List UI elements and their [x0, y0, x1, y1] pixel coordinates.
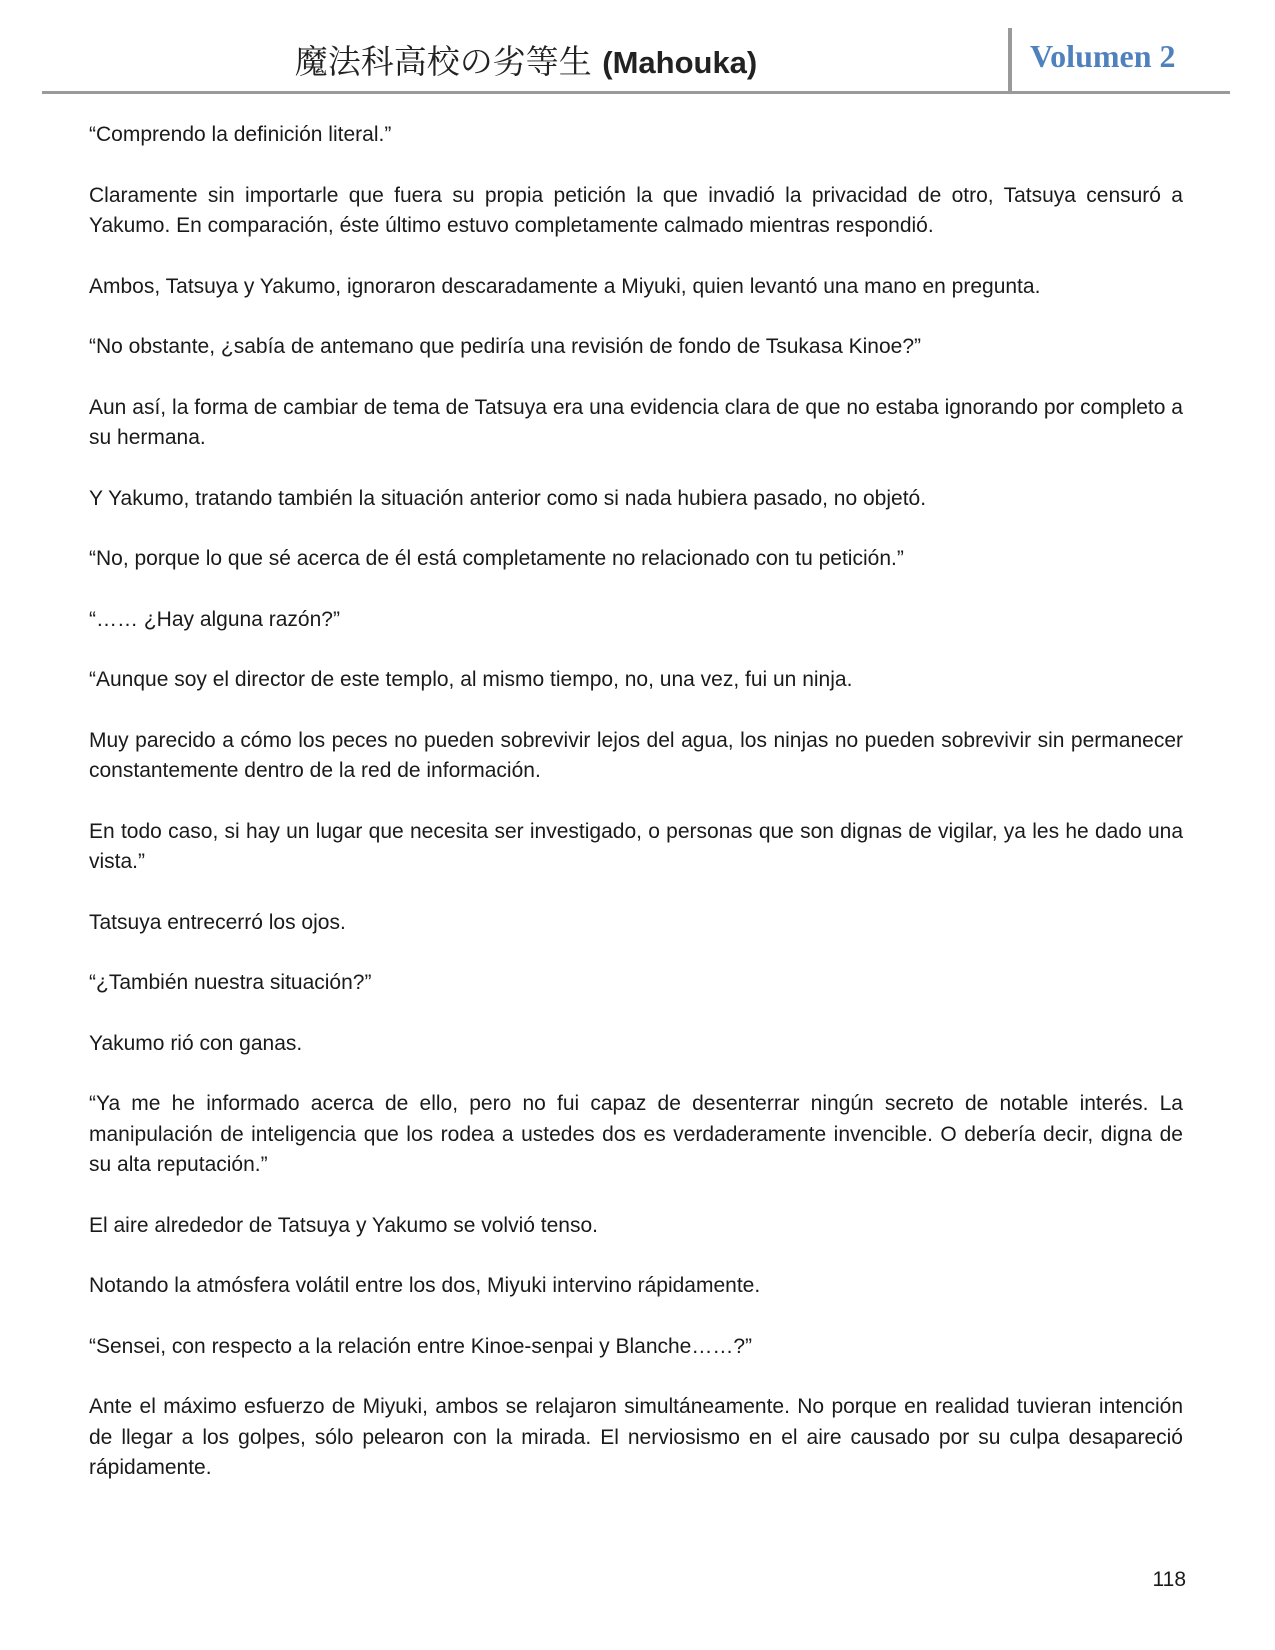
- paragraph: Ambos, Tatsuya y Yakumo, ignoraron descaradamente a Miyuki, quien levantó una mano en pregunta.: [89, 274, 1041, 298]
- paragraph: “Comprendo la definición literal.”: [89, 123, 392, 146]
- paragraph: “Aunque soy el director de este templo, al mismo tiempo, no, una vez, fui un ninja.: [89, 668, 853, 691]
- paragraph: “No obstante, ¿sabía de antemano que pediría una revisión de fondo de Tsukasa Kinoe?”: [89, 335, 922, 358]
- paragraph: “¿También nuestra situación?”: [89, 971, 372, 994]
- paragraph: Yakumo rió con ganas.: [89, 1031, 303, 1055]
- paragraph: Aun así, la forma de cambiar de tema de Tatsuya era una evidencia clara de que no estaba ignorando por completo a su hermana.: [89, 395, 1183, 449]
- paragraph: Notando la atmósfera volátil entre los dos, Miyuki intervino rápidamente.: [89, 1274, 761, 1297]
- paragraph: Ante el máximo esfuerzo de Miyuki, ambos se relajaron simultáneamente. No porque en realidad tuvieran intención de llegar a los golpes, sólo pelearon con la mirada. El nerviosismo en el aire causado por su culpa desapareció rápidamente.: [89, 1395, 1183, 1479]
- paragraph: Y Yakumo, tratando también la situación anterior como si nada hubiera pasado, no objetó.: [89, 486, 927, 510]
- paragraph: “…… ¿Hay alguna razón?”: [89, 607, 340, 631]
- paragraph: Tatsuya entrecerró los ojos.: [89, 910, 346, 934]
- paragraph: El aire alrededor de Tatsuya y Yakumo se volvió tenso.: [89, 1213, 598, 1237]
- paragraph: En todo caso, si hay un lugar que necesita ser investigado, o personas que son dignas de vigilar, ya les he dado una vista.”: [89, 819, 1183, 873]
- paragraph: “Sensei, con respecto a la relación entre Kinoe-senpai y Blanche……?”: [89, 1334, 753, 1358]
- header-divider: [1008, 28, 1012, 91]
- page-header: [42, 28, 1230, 94]
- book-title-japanese: 魔法科高校の劣等生: [294, 42, 592, 81]
- paragraph: “No, porque lo que sé acerca de él está completamente no relacionado con tu petición.”: [89, 547, 904, 570]
- paragraph: Claramente sin importarle que fuera su propia petición la que invadió la privacidad de otro, Tatsuya censuró a Yakumo. En comparación, éste último estuvo completamente calmado mientras respondió.: [89, 183, 1183, 237]
- book-title-latin: (Mahouka): [602, 45, 758, 80]
- page-number: 118: [1152, 1568, 1186, 1591]
- book-title: [42, 36, 1010, 83]
- paragraph: “Ya me he informado acerca de ello, pero no fui capaz de desenterrar ningún secreto de notable interés. La manipulación de inteligencia que los rodea a ustedes dos es verdaderamente invencible. O debería decir, digna de su alta reputación.”: [89, 1092, 1183, 1176]
- paragraph: Muy parecido a cómo los peces no pueden sobrevivir lejos del agua, los ninjas no pueden sobrevivir sin permanecer constantemente dentro de la red de información.: [89, 728, 1183, 782]
- page-body: [89, 120, 1183, 1514]
- volume-label: Volumen 2: [1030, 38, 1176, 74]
